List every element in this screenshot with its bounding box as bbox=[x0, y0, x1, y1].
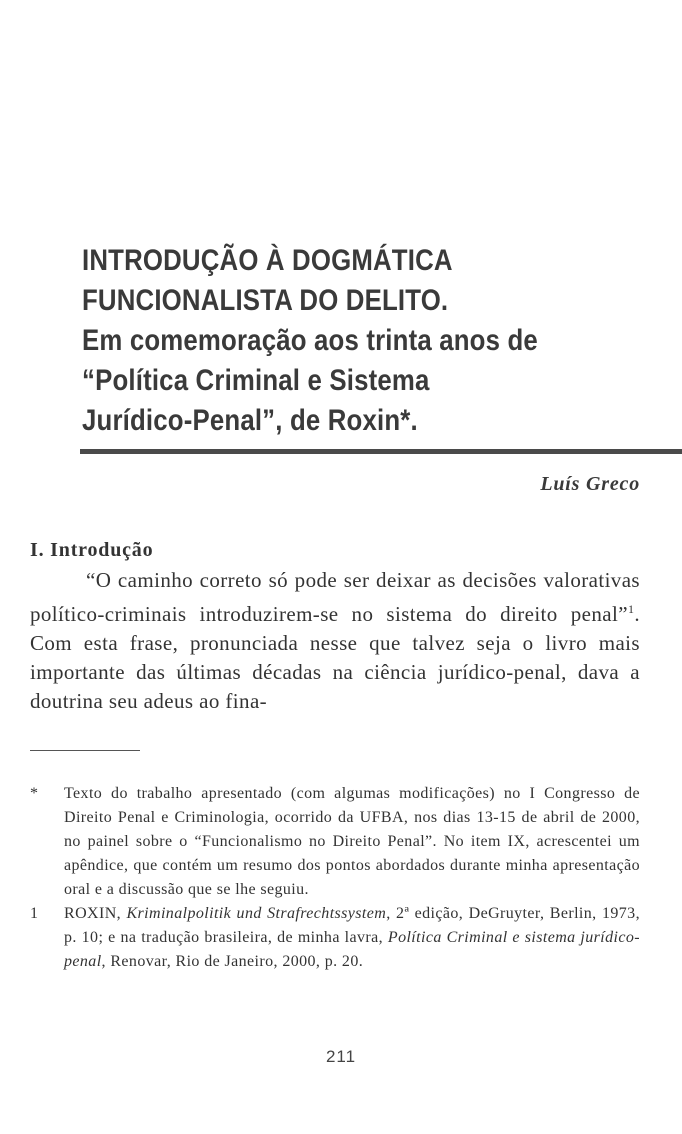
footnote bbox=[30, 902, 640, 974]
footnote-text bbox=[64, 905, 640, 970]
author-name: Luís Greco bbox=[540, 473, 640, 495]
chapter-title bbox=[82, 241, 564, 441]
footnote-divider bbox=[30, 750, 140, 751]
paragraph-text: . Com esta frase, pronunciada nesse que talvez seja o livro mais importante das últimas décadas na ciência jurídico-penal, dava a doutrina seu adeus ao fina- bbox=[30, 602, 640, 713]
footnote-segment: , 2ª edição, DeGruyter, Berlin, 1973, p. 10; e na tradução brasileira, de minha lavra, bbox=[64, 905, 640, 946]
body-paragraph bbox=[30, 566, 640, 716]
footnote-reference[interactable]: 1 bbox=[627, 602, 635, 616]
footnote bbox=[30, 782, 640, 902]
title-line: FUNCIONALISTA DO DELITO. bbox=[82, 284, 449, 317]
title-line: Em comemoração aos trinta anos de bbox=[82, 324, 538, 357]
footnote-segment: , Renovar, Rio de Janeiro, 2000, p. 20. bbox=[101, 953, 364, 970]
footnotes bbox=[30, 782, 640, 974]
title-line: INTRODUÇÃO À DOGMÁTICA bbox=[82, 244, 453, 277]
footnote-segment: ROXIN, bbox=[64, 905, 127, 922]
title-line: “Política Criminal e Sistema bbox=[82, 364, 430, 397]
book-title-italic: Kriminalpolitik und Strafrechtssystem bbox=[126, 905, 387, 922]
footnote-mark: 1 bbox=[30, 905, 39, 922]
footnote-mark: * bbox=[30, 785, 39, 802]
title-divider bbox=[80, 449, 682, 454]
title-line: Jurídico-Penal”, de Roxin*. bbox=[82, 404, 418, 437]
paragraph-text: “O caminho correto só pode ser deixar as decisões valorativas político-criminais introduzirem-se no sistema do direito penal” bbox=[30, 568, 640, 626]
section-heading: I. Introdução bbox=[30, 539, 154, 561]
page-number: 211 bbox=[325, 1047, 357, 1066]
book-title-italic: Política Criminal e sistema jurídico-penal bbox=[64, 929, 640, 970]
footnote-text: Texto do trabalho apresentado (com algumas modificações) no I Congresso de Direito Penal e Criminologia, ocorrido da UFBA, nos dias 13-15 de abril de 2000, no painel sobre o “Funcionalismo no Direito Penal”. No item IX, acrescentei um apêndice, que contém um resumo dos pontos abordados durante minha apresentação oral e a discussão que se lhe seguiu. bbox=[64, 785, 640, 898]
